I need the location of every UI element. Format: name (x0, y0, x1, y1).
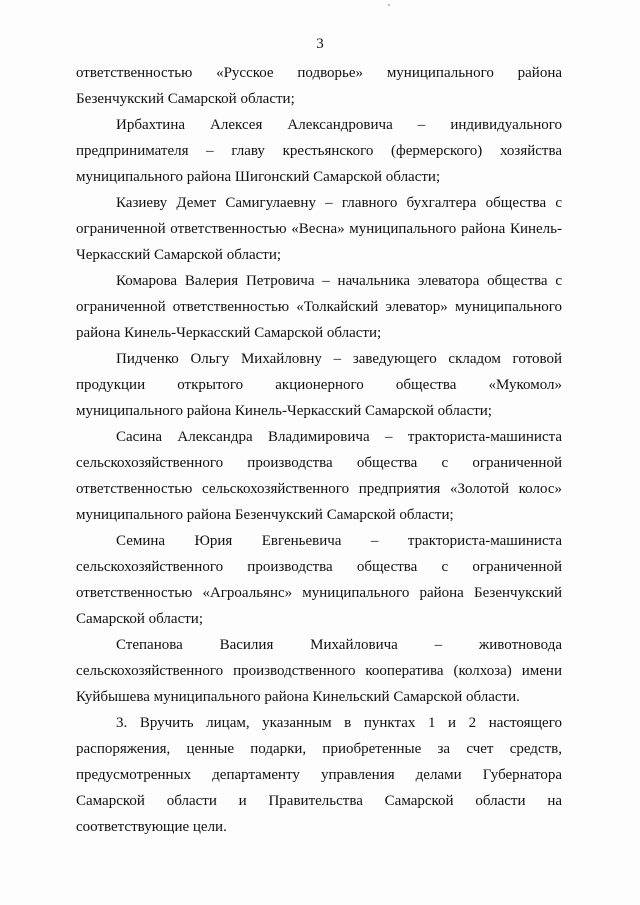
text-line: Сасина Александра Владимировича – тракториста-машиниста (116, 429, 562, 445)
paragraph (76, 710, 562, 840)
text-line: Ирбахтина Алексея Александровича – индивидуального (116, 117, 562, 133)
text-line: соответствующие цели. (76, 819, 227, 835)
text-line: ограниченной ответственностью «Весна» муниципального района Кинель- (76, 221, 562, 237)
text-line: Самарской области и Правительства Самарской области на (76, 793, 562, 809)
text-line: района Кинель-Черкасский Самарской области; (76, 325, 382, 341)
text-line: Комарова Валерия Петровича – начальника элеватора общества с (116, 273, 562, 289)
text-line: предпринимателя – главу крестьянского (фермерского) хозяйства (76, 143, 562, 159)
text-line: Семина Юрия Евгеньевича – тракториста-машиниста (116, 533, 562, 549)
text-line: ответственностью сельскохозяйственного предприятия «Золотой колос» (76, 481, 562, 497)
text-line: Казиеву Демет Самигулаевну – главного бухгалтера общества с (116, 195, 562, 211)
paragraph (76, 346, 562, 424)
text-line: 3. Вручить лицам, указанным в пунктах 1 и 2 настоящего (116, 715, 562, 731)
text-line: сельскохозяйственного производства общества с ограниченной (76, 559, 562, 575)
text-line: Безенчукский Самарской области; (76, 91, 295, 107)
document-body (76, 60, 562, 840)
paragraph (76, 424, 562, 528)
text-line: муниципального района Шигонский Самарской области; (76, 169, 441, 185)
text-line: ответственностью «Русское подворье» муниципального района (76, 65, 562, 81)
text-line: муниципального района Кинель-Черкасский Самарской области; (76, 403, 492, 419)
text-line: Самарской области; (76, 611, 203, 627)
text-line: распоряжения, ценные подарки, приобретенные за счет средств, (76, 741, 562, 757)
text-line: ответственностью «Агроальянс» муниципального района Безенчукский (76, 585, 562, 601)
text-line: муниципального района Безенчукский Самарской области; (76, 507, 454, 523)
text-line: Пидченко Ольгу Михайловну – заведующего складом готовой (116, 351, 562, 367)
text-line: продукции открытого акционерного общества «Мукомол» (76, 377, 562, 393)
paragraph (76, 632, 562, 710)
paragraph (76, 268, 562, 346)
text-line: сельскохозяйственного производства общества с ограниченной (76, 455, 562, 471)
text-line: ограниченной ответственностью «Толкайский элеватор» муниципального (76, 299, 562, 315)
text-line: предусмотренных департаменту управления делами Губернатора (76, 767, 562, 783)
paragraph (76, 190, 562, 268)
paragraph (76, 60, 562, 112)
text-line: сельскохозяйственного производственного кооператива (колхоза) имени (76, 663, 562, 679)
text-line: Степанова Василия Михайловича – животновода (116, 637, 562, 653)
paragraph (76, 528, 562, 632)
paragraph (76, 112, 562, 190)
scan-speck (388, 4, 390, 6)
text-line: Куйбышева муниципального района Кинельский Самарской области. (76, 689, 520, 705)
text-line: Черкасский Самарской области; (76, 247, 282, 263)
page-number: 3 (316, 36, 324, 52)
